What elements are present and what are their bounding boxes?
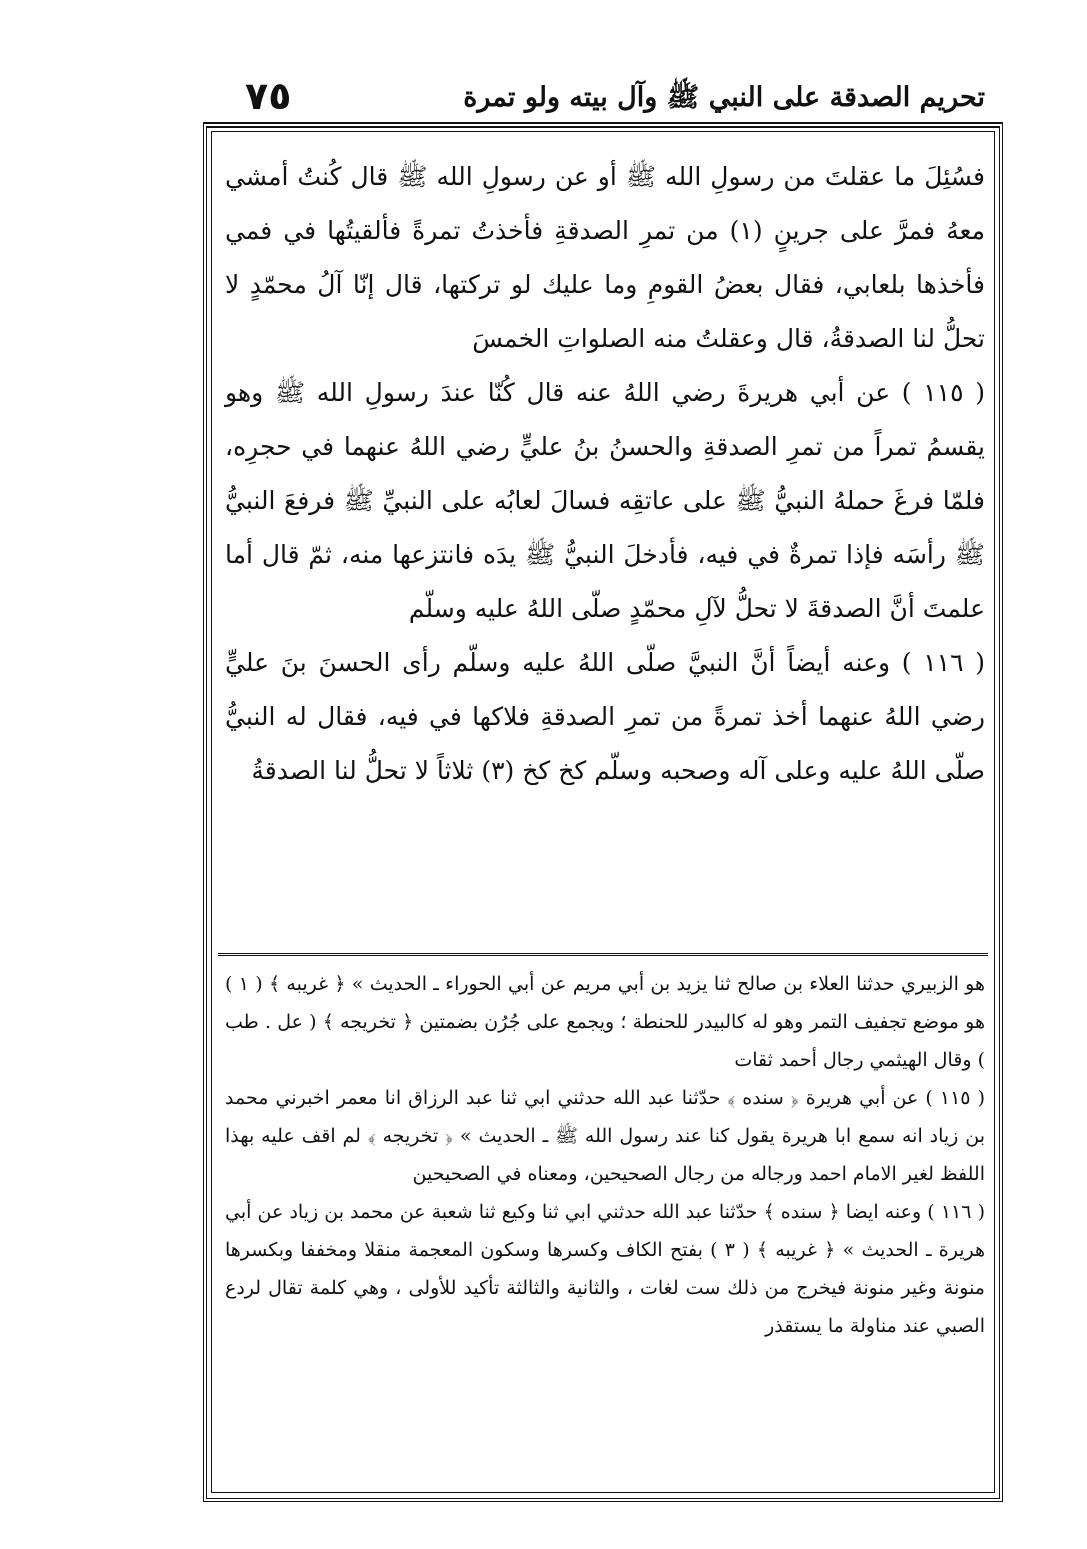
page-number: ٧٥ — [245, 74, 292, 118]
page-header — [215, 70, 995, 122]
main-paragraph: فسُئِلَ ما عقلتَ من رسولِ الله ﷺ أو عن رسولِ الله ﷺ قال كُنتُ أمشي معهُ فمرَّ على جرينٍ (١) من تمرِ الصدقةِ فأخذتُ تمرةً فألقيتُها في فمي فأخذها بلعابي، فقال بعضُ القومِ وما عليك لو تركتها، قال إنّا آلُ محمّدٍ لا تحلُّ لنا الصدقةُ، قال وعقلتُ منه الصلواتِ الخمسَ — [225, 162, 985, 353]
running-title: تحريم الصدقة على النبي ﷺ وآل بيته ولو تمرة — [463, 82, 985, 113]
hadith-116: ( ١١٦ ) وعنه أيضاً أنَّ النبيَّ صلّى اللهُ عليه وسلّم رأى الحسنَ بنَ عليٍّ رضي اللهُ عنهما أخذ تمرةً من تمرِ الصدقةِ فلاكها في فيه، فقال له النبيُّ صلّى اللهُ عليه وعلى آله وصحبه وسلّم كخ كخ (٣) ثلاثاً لا تحلُّ لنا الصدقةُ — [225, 648, 985, 785]
footnote-divider — [218, 953, 988, 956]
footnote-116: ( ١١٦ ) وعنه ايضا ﴿ سنده ﴾ حدّثنا عبد الله حدثني ابي ثنا وكيع ثنا شعبة عن محمد بن زياد عن أبي هريرة ـ الحديث » ﴿ غريبه ﴾ ( ٣ ) بفتح الكاف وكسرها وسكون المعجمة منقلا ومخففا وبكسرها منونة وغير منونة فيخرج من ذلك ست لغات ، والثانية والثالثة تأكيد للأولى ، وهي كلمة تقال لردع الصبي عند مناولة ما يستقذر — [225, 1201, 986, 1337]
footnote-115: ( ١١٥ ) عن أبي هريرة ﴿ سنده ﴾ حدّثنا عبد الله حدثني ابي ثنا عبد الرزاق انا معمر اخبرني محمد بن زياد انه سمع ابا هريرة يقول كنا عند رسول الله ﷺ ـ الحديث » ﴿ تخريجه ﴾ لم اقف عليه بهذا اللفظ لغير الامام احمد ورجاله من رجال الصحيحين، ومعناه في الصحيحين — [225, 1087, 985, 1185]
hadith-115: ( ١١٥ ) عن أبي هريرةَ رضي اللهُ عنه قال كُنّا عندَ رسولِ الله ﷺ وهو يقسمُ تمراً من تمرِ الصدقةِ والحسنُ بنُ عليٍّ رضي اللهُ عنهما في حجرِه، فلمّا فرغَ حملهُ النبيُّ ﷺ على عاتقِه فسالَ لعابُه على النبيِّ ﷺ فرفعَ النبيُّ ﷺ رأسَه فإذا تمرةٌ في فيه، فأدخلَ النبيُّ ﷺ يدَه فانتزعها منه، ثمّ قال أما علمتَ أنَّ الصدقةَ لا تحلُّ لآلِ محمّدٍ صلّى اللهُ عليه وسلّم — [225, 378, 985, 623]
footnotes-block — [225, 965, 985, 1345]
footnote-paragraph: هو الزبيري حدثنا العلاء بن صالح ثنا يزيد بن أبي مريم عن أبي الحوراء ـ الحديث » ﴿ غريبه ﴾ ( ١ ) هو موضع تجفيف التمر وهو له كالبيدر للحنطة ؛ ويجمع على جُرُن بضمتين ﴿ تخريجه ﴾ ( عل . طب ) وقال الهيثمي رجال أحمد ثقات — [225, 973, 986, 1071]
main-text-block — [225, 150, 985, 798]
